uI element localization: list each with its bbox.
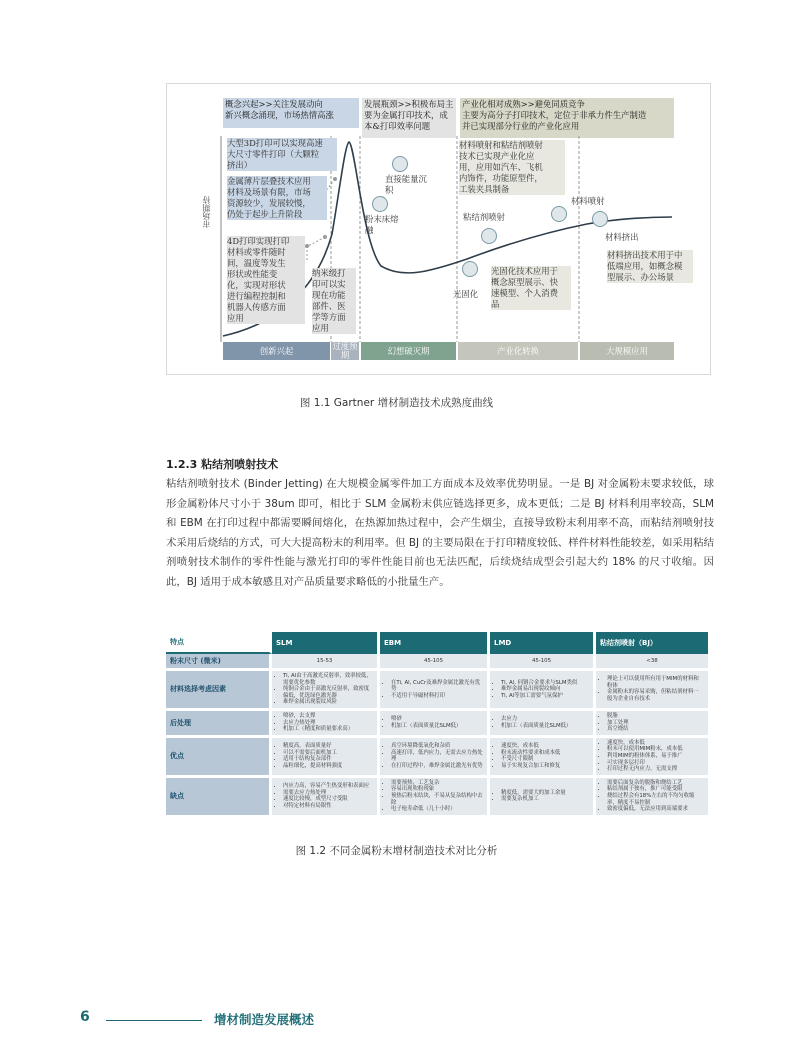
cell-bullet: • 粉末可以使用MIM粉末，成本低 xyxy=(607,746,704,753)
phase-bar-2: 过度预期 xyxy=(332,341,358,360)
table-row xyxy=(166,738,711,778)
phase-head-1: 概念兴起>>关注发展动向 新兴概念涌现，市场热情高涨 xyxy=(225,99,334,120)
table-cell xyxy=(490,711,596,738)
cell-bullet: • 打印过程无内应力，无需支撑 xyxy=(607,766,704,773)
table-row xyxy=(166,778,711,818)
header-bj: 粘结剂喷射（BJ） xyxy=(596,632,711,654)
cell-bullet: • Ti, Al, 伺钢合金要求与SLM类似 xyxy=(501,680,589,687)
cell-bullet: • 脱脂 xyxy=(607,713,704,720)
section-title: 1.2.3 粘结剂喷射技术 xyxy=(166,458,279,471)
cell-bullet: • 难焊金属出现裂纹风险 xyxy=(283,699,373,706)
table-cell xyxy=(596,711,711,738)
table-cell xyxy=(490,778,596,818)
cell-bullet: • 机加工（精度和质量要求高） xyxy=(283,726,373,733)
phase-head-3: 产业化相对成熟>>避免同质竞争 主要为高分子打印技术，定位于非承力件生产制造 并已实现部分行业的产业化应用 xyxy=(462,99,647,131)
cell-bullet: • Ti, Al等加工需要气氛保护 xyxy=(501,693,589,700)
label-nano-print: 纳米级打 印可以实 现在功能 部件、医 学等方面 应用 xyxy=(312,268,356,334)
cell-bullet: • 容易出现吹粉现象 xyxy=(391,786,483,793)
cell-bullet: • 烧结过程会有18%左右的不均匀收缩率，精度不易控制 xyxy=(607,793,704,806)
header-slm: SLM xyxy=(272,632,380,654)
table-cell xyxy=(272,778,380,818)
table-cell xyxy=(490,738,596,778)
phase-head-2: 发展瓶颈>>积极布局主 要为金属打印技术，成 本&打印效率问题 xyxy=(364,99,454,131)
table-cell xyxy=(272,711,380,738)
cell-bullet: • 在打印过程中，难焊金属比激光有优势 xyxy=(391,763,483,770)
figure2-caption: 图 1.2 不同金属粉末增材制造技术对比分析 xyxy=(295,845,498,857)
phase-bar-5: 大规模应用 xyxy=(580,342,674,360)
table-cell xyxy=(380,711,490,738)
cell-bullet: • 预热后粉末结块，不易从复杂结构中去除 xyxy=(391,793,483,806)
table-header-row xyxy=(166,632,711,654)
table-cell xyxy=(272,671,380,711)
cell-bullet: • Ti, Al由于高激光反射率，效率较低，需要优化参数 xyxy=(283,673,373,686)
table-cell xyxy=(380,671,490,711)
label-4d-print: 4D打印实现打印 材料或零件随时 间，温度等发生 形状或性能变 化，实现对形状 进行编程控制和 机器人传感方面 应用 xyxy=(227,236,305,324)
cell-bullet: • 不适用于导磁材料打印 xyxy=(391,693,483,700)
cell-bullet: • 精度低，需要大的加工余量 xyxy=(501,790,589,797)
marker-extrusion xyxy=(593,212,608,227)
footer-title: 增材制造发展概述 xyxy=(214,1012,315,1027)
cell-bullet: • 内应力高，容易产生热变形和表面应 xyxy=(283,783,373,790)
cell-bullet: • 速度快，成本低 xyxy=(607,740,704,747)
cell-bullet: • 致密度偏低，无法应用到高端要求 xyxy=(607,806,704,813)
footer-rule xyxy=(106,1020,202,1021)
table-body xyxy=(166,654,711,818)
cell-bullet: • 可实现多层打印 xyxy=(607,760,704,767)
cell-bullet: • 利用MIM的粉体体系，易于推广 xyxy=(607,753,704,760)
label-jetting-tech: 材料喷射和粘结剂喷射 技术已实现产业化应 用，应用如汽车、飞机 内饰件，功能原型件， 工装夹具制备 xyxy=(459,140,565,195)
cell-bullet: • 需要复杂机加工 xyxy=(501,796,589,803)
cell-bullet: • 难焊金属易出现裂纹倾向 xyxy=(501,686,589,693)
page-number: 6 xyxy=(80,1009,90,1025)
cell-bullet: • 需要去应力热处理 xyxy=(283,790,373,797)
cell-bullet: • 粘结剂属于独有，推广可能受限 xyxy=(607,786,704,793)
table-row xyxy=(166,711,711,738)
cell-bullet: • 机加工（表面质量比SLM低） xyxy=(501,723,589,730)
table-cell xyxy=(490,671,596,711)
cell-bullet: • 喷砂 xyxy=(391,716,483,723)
table-cell xyxy=(596,671,711,711)
table-cell xyxy=(380,738,490,778)
table-cell xyxy=(596,654,711,671)
table-cell xyxy=(596,778,711,818)
cell-bullet: • 高速打印，低内应力，无需去应力热处理 xyxy=(391,750,483,763)
marker-powder-bed xyxy=(373,197,388,212)
section-paragraph: 粘结剂喷射技术 (Binder Jetting) 在大规模金属零件加工方面成本及效率优势明显。一是 BJ 对金属粉末要求较低，球形金属粉体尺寸小于 38um 即可，相比于 SLM 金属粉末供应链选择更多，成本更低；二是 BJ 材料利用率较高，SLM 和 EBM 在打印过程中都需要瞬间熔化，在热源加热过程中，会产生烟尘，直接导致粉末利用率不高，而粘结剂喷射技术采用后烧结的方式，可大大提高粉末的利用率。但 BJ 的主要局限在于打印精度较低、样件材料性能较差，如采用粘结剂喷射技术制作的零件性能与激光打印的零件性能目前也无法匹配，后续烧结成型会引起大约 18% 的尺寸收缩。因此，BJ 适用于成本敏感且对产品质量要求略低的小批量生产。 xyxy=(166,478,714,588)
comparison-table xyxy=(166,632,711,818)
cell-value: <38 xyxy=(646,658,658,664)
row-header: 优点 xyxy=(166,738,272,778)
row-header: 缺点 xyxy=(166,778,272,818)
cell-bullet: • 去应力热处理 xyxy=(283,720,373,727)
cell-bullet: • 真空烧结 xyxy=(607,726,704,733)
row-header: 材料选择考虑因素 xyxy=(166,671,272,711)
table-cell xyxy=(380,778,490,818)
cell-bullet: • 电子枪寿命低（几十小时） xyxy=(391,806,483,813)
header-feature: 特点 xyxy=(166,632,272,654)
label-photopolymer: 光固化 xyxy=(453,289,479,299)
label-material-jet: 材料喷射 xyxy=(571,196,605,206)
table-cell xyxy=(380,654,490,671)
cell-value: 45-105 xyxy=(531,658,552,664)
label-large-3d: 大型3D打印可以实现高速 大尺寸零件打印（大颗粒 挤出） xyxy=(227,138,337,171)
cell-bullet: • 喷砂，去支撑 xyxy=(283,713,373,720)
y-axis-label: 市场期待 xyxy=(202,196,211,228)
row-header: 后处理 xyxy=(166,711,272,738)
label-sheet-lamination: 金属薄片层叠技术应用 材料及场景有限，市场 资源较少，发展较慢， 仍处于起步上升阶段 xyxy=(227,176,327,220)
cell-bullet: • 加工处理 xyxy=(607,720,704,727)
label-binder-jet: 粘结剂喷射 xyxy=(463,212,505,222)
phase-bar-4: 产业化转换 xyxy=(458,342,578,360)
cell-value: 45-105 xyxy=(423,658,444,664)
cell-bullet: • 精度高，表面质量好 xyxy=(283,743,373,750)
cell-bullet: • 速度快，成本低 xyxy=(501,743,589,750)
marker-direct-energy xyxy=(393,157,408,172)
marker-material-jet xyxy=(552,207,567,222)
cell-bullet: • 需要预热，工艺复杂 xyxy=(391,780,483,787)
row-header: 粉末尺寸 (微米) xyxy=(166,654,272,671)
marker-photopolymer xyxy=(463,262,478,277)
label-extrusion-desc: 材料挤出技术用于中 低端应用，如概念模 型展示、办公场景 xyxy=(607,250,693,283)
cell-bullet: • 适用于结构复杂部件 xyxy=(283,756,373,763)
cell-bullet: • 需要后面复杂的脱脂和烧结工艺 xyxy=(607,780,704,787)
cell-bullet: • 不受尺寸限制 xyxy=(501,756,589,763)
cell-bullet: • 易于实现复合加工和修复 xyxy=(501,763,589,770)
cell-bullet: • 可以不需要后面机加工 xyxy=(283,750,373,757)
header-lmd: LMD xyxy=(490,632,596,654)
cell-bullet: • 速度比较慢，成型尺寸受限 xyxy=(283,796,373,803)
phase-bar-1: 创新兴起 xyxy=(223,342,330,360)
figure1-caption: 图 1.1 Gartner 增材制造技术成熟度曲线 xyxy=(299,397,494,409)
cell-bullet: • 晶粒细化，提高材料强度 xyxy=(283,763,373,770)
header-ebm: EBM xyxy=(380,632,490,654)
label-photopolymer-desc: 光固化技术应用于 概念原型展示、快 速模型、个人消费 品 xyxy=(491,266,571,310)
table-row xyxy=(166,654,711,671)
hype-cycle-figure xyxy=(166,83,711,375)
label-extrusion: 材料挤出 xyxy=(605,232,639,242)
table-row xyxy=(166,671,711,711)
cell-bullet: • 真空环境降低氧化和杂质 xyxy=(391,743,483,750)
table-cell xyxy=(272,738,380,778)
cell-value: 15-53 xyxy=(316,658,333,664)
label-powder-bed: 粉末床熔 融 xyxy=(365,214,399,235)
marker-binder-jet xyxy=(482,229,497,244)
cell-bullet: • 理论上可以使用所有用于MIM的材料和粉体 xyxy=(607,676,704,689)
cell-bullet: • 去应力 xyxy=(501,716,589,723)
phase-bar-3: 幻想破灭期 xyxy=(361,342,456,360)
table-cell xyxy=(490,654,596,671)
cell-bullet: • 金属粉末的容易采购，但粘结剂材料一般为企业自有技术 xyxy=(607,689,704,702)
cell-bullet: • 在Ti, Al, CuCr及难焊金属比激光有优势 xyxy=(391,680,483,693)
cell-bullet: • 机加工（表面质量比SLM低） xyxy=(391,723,483,730)
label-direct-energy: 直接能量沉 积 xyxy=(385,174,427,195)
cell-bullet: • 粉末流动性要求和成本低 xyxy=(501,750,589,757)
table-cell xyxy=(272,654,380,671)
cell-bullet: • 对特定材料有局限性 xyxy=(283,803,373,810)
cell-bullet: • 纯铜合金由于高激光反射率，致密度偏低，优选绿色激光器 xyxy=(283,686,373,699)
table-cell xyxy=(596,738,711,778)
